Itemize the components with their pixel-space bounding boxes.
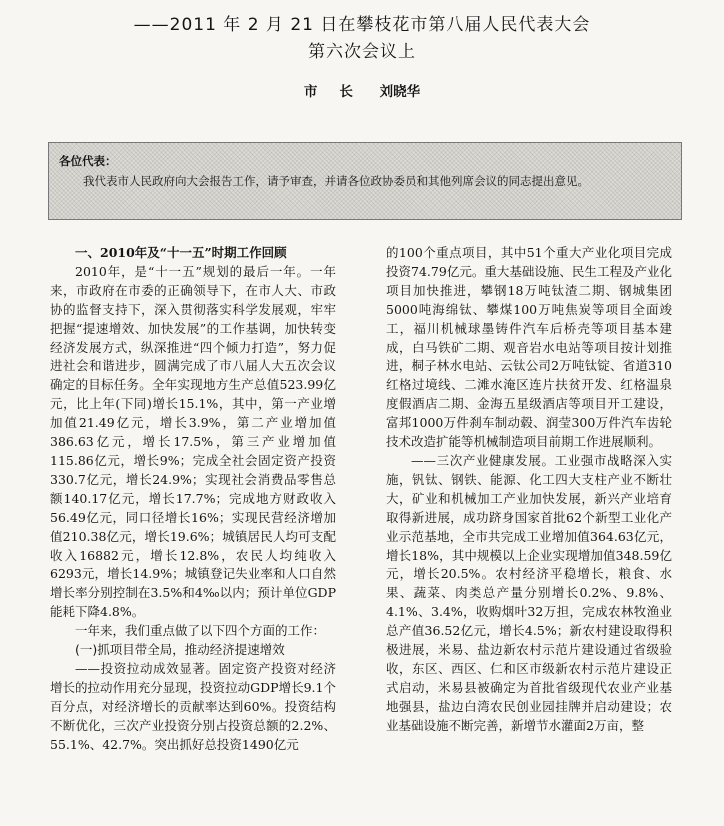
title-line-2: 第六次会议上 bbox=[308, 42, 416, 62]
paragraph: 的100个重点项目，其中51个重大产业化项目完成投资74.79亿元。重大基础设施、民生工程及产业化项目加快推进，攀钢18万吨钛渣二期、钢城集团5000吨海绵钛、攀煤100万吨焦炭等项目全面竣工，福川机械球墨铸件汽车后桥壳等项目基本建成，白马铁矿二期、观音岩水电站等项目按计划推进，桐子林水电站、云钛公司2万吨钛锭、省道310红格过境线、二滩水淹区连片扶贫开发、红格温泉度假酒店二期、金海五星级酒店等项目开工建设，富邦1000万件刹车制动毂、润莹300万件汽车齿轮技术改造扩能等机械制造项目前期工作进展顺利。 bbox=[386, 245, 672, 450]
author-role: 市长 bbox=[303, 84, 375, 100]
paragraph: 2010年，是“十一五”规划的最后一年。一年来，市政府在市委的正确领导下，在市人大、市政协的监督支持下，深入贯彻落实科学发展观，牢牢把握“提速增效、加快发展”的工作基调，加快转变经济发展方式，纵深推进“四个倾力打造”，努力促进社会和谐进步，圆满完成了市八届人大五次会议确定的目标任务。全年实现地方生产总值523.99亿元，比上年(下同)增长15.1%，其中，第一产业增加值21.49亿元，增长3.9%，第二产业增加值386.63亿元，增长17.5%，第三产业增加值115.86亿元，增长9%；完成全社会固定资产投资330.7亿元，增长24.9%；实现社会消费品零售总额140.17亿元，增长17.7%；完成地方财政收入56.49亿元，同口径增长16%；实现民营经济增加值210.38亿元，增长19.6%；城镇居民人均可支配收入16882元，增长12.8%，农民人均纯收入6293元，增长14.9%；城镇登记失业率和人口自然增长率分别控制在3.5%和4‰以内；预计单位GDP能耗下降4.8%。 bbox=[50, 263, 336, 620]
paragraph: ——三次产业健康发展。工业强市战略深入实施，钒钛、钢铁、能源、化工四大支柱产业不断壮大，矿业和机械加工产业加快发展，新兴产业培育取得新进展，成功跻身国家首批62个新型工业化产业示范基地，全市共完成工业增加值364.63亿元，增长18%，其中规模以上企业实现增加值348.59亿元，增长20.5%。农村经济平稳增长，粮食、水果、蔬菜、肉类总产量分别增长0.2%、9.8%、4.1%、3.4%，收购烟叶32万担，完成农林牧渔业总产值36.52亿元，增长4.5%；新农村建设取得积极进展，米易、盐边新农村示范片建设通过省级验收，东区、西区、仁和区市级新农村示范片建设正式启动，米易县被确定为首批省级现代农业产业基地强县，盐边白湾农民创业园挂牌并启动建设；农业基础设施不断完善，新增节水灌面2万亩，整 bbox=[386, 452, 672, 733]
paragraph: ——投资拉动成效显著。固定资产投资对经济增长的拉动作用充分显现，投资拉动GDP增长9.1个百分点，对经济增长的贡献率达到60%。投资结构不断优化，三次产业投资分别占投资总额的2.2%、55.1%、42.7%。突出抓好总投资1490亿元 bbox=[50, 660, 336, 752]
author-name: 刘晓华 bbox=[379, 84, 421, 100]
sub-heading: (一)抓项目带全局，推动经济提速增效 bbox=[75, 642, 285, 658]
intro-text: 我代表市人民政府向大会报告工作，请予审查，并请各位政协委员和其他列席会议的同志提出意见。 bbox=[83, 174, 589, 188]
right-column bbox=[386, 244, 672, 826]
paragraph: 一年来，我们重点做了以下四个方面的工作： bbox=[75, 623, 326, 639]
intro-box bbox=[48, 142, 682, 220]
section-heading: 一、2010年及“十一五”时期工作回顾 bbox=[75, 245, 287, 260]
author-line bbox=[0, 80, 724, 100]
left-column bbox=[50, 244, 336, 826]
title-line-1: ——2011 年 2 月 21 日在攀枝花市第八届人民代表大会 bbox=[133, 15, 591, 35]
greeting: 各位代表： bbox=[59, 154, 117, 168]
